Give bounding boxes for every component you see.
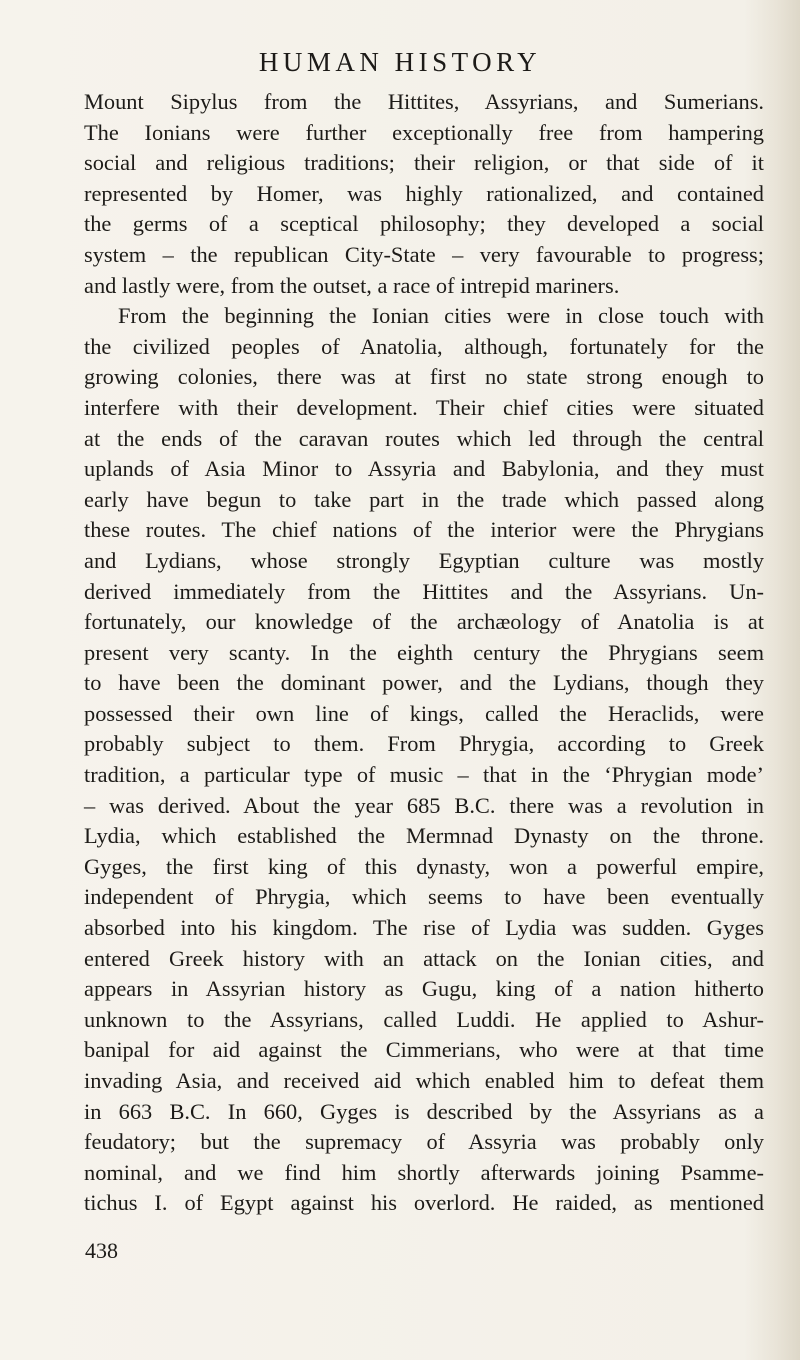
text-line: entered Greek history with an attack on the Ionian cities, and: [84, 945, 764, 971]
text-line: Lydia, which established the Mermnad Dynasty on the throne.: [84, 823, 764, 849]
text-line: unknown to the Assyrians, called Luddi. He applied to Ashur-: [84, 1006, 764, 1032]
text-line: fortunately, our knowledge of the archæology of Anatolia is at: [84, 609, 764, 635]
running-head: HUMAN HISTORY: [258, 47, 542, 77]
text-line: independent of Phrygia, which seems to have been eventually: [84, 884, 764, 910]
text-line: – was derived. About the year 685 B.C. there was a revolution in: [84, 792, 764, 818]
text-line: absorbed into his kingdom. The rise of Lydia was sudden. Gyges: [84, 915, 764, 941]
text-line: From the beginning the Ionian cities were in close touch with: [118, 303, 764, 329]
text-line: social and religious traditions; their religion, or that side of it: [84, 150, 764, 176]
text-line: and Lydians, whose strongly Egyptian culture was mostly: [84, 547, 764, 573]
text-line: banipal for aid against the Cimmerians, who were at that time: [84, 1037, 764, 1063]
text-line: tradition, a particular type of music – that in the ‘Phrygian mode’: [84, 762, 764, 788]
text-line: tichus I. of Egypt against his overlord. He raided, as mentioned: [84, 1190, 764, 1216]
body-text: [84, 87, 764, 1219]
text-line: interfere with their development. Their chief cities were situated: [84, 394, 764, 420]
text-line: nominal, and we find him shortly afterwards joining Psamme-: [84, 1159, 764, 1185]
text-line: invading Asia, and received aid which enabled him to defeat them: [84, 1068, 764, 1093]
text-line: uplands of Asia Minor to Assyria and Babylonia, and they must: [84, 456, 764, 482]
text-line: represented by Homer, was highly rationalized, and contained: [84, 180, 764, 206]
text-line: Mount Sipylus from the Hittites, Assyrians, and Sumerians.: [84, 89, 764, 114]
text-line: appears in Assyrian history as Gugu, king of a nation hitherto: [84, 976, 764, 1002]
text-line: possessed their own line of kings, called the Heraclids, were: [84, 700, 764, 726]
text-line: The Ionians were further exceptionally free from hampering: [84, 119, 764, 145]
text-line: and lastly were, from the outset, a race of intrepid mariners.: [84, 272, 620, 298]
text-line: feudatory; but the supremacy of Assyria was probably only: [84, 1129, 764, 1155]
text-line: present very scanty. In the eighth century the Phrygians seem: [84, 639, 764, 665]
page-number: 438: [85, 1238, 118, 1263]
text-line: early have begun to take part in the trade which passed along: [84, 486, 764, 512]
text-line: these routes. The chief nations of the interior were the Phrygians: [84, 517, 764, 543]
text-line: the germs of a sceptical philosophy; they developed a social: [84, 211, 764, 237]
text-line: Gyges, the first king of this dynasty, won a powerful empire,: [84, 853, 764, 879]
text-line: system – the republican City-State – very favourable to progress;: [84, 241, 764, 267]
text-line: the civilized peoples of Anatolia, although, fortunately for the: [84, 333, 764, 359]
text-line: at the ends of the caravan routes which led through the central: [84, 425, 764, 451]
text-line: in 663 B.C. In 660, Gyges is described by the Assyrians as a: [84, 1098, 764, 1124]
text-line: derived immediately from the Hittites and the Assyrians. Un-: [84, 578, 764, 604]
text-line: growing colonies, there was at first no state strong enough to: [84, 364, 764, 390]
text-line: probably subject to them. From Phrygia, according to Greek: [84, 731, 764, 757]
text-line: to have been the dominant power, and the Lydians, though they: [84, 670, 764, 696]
